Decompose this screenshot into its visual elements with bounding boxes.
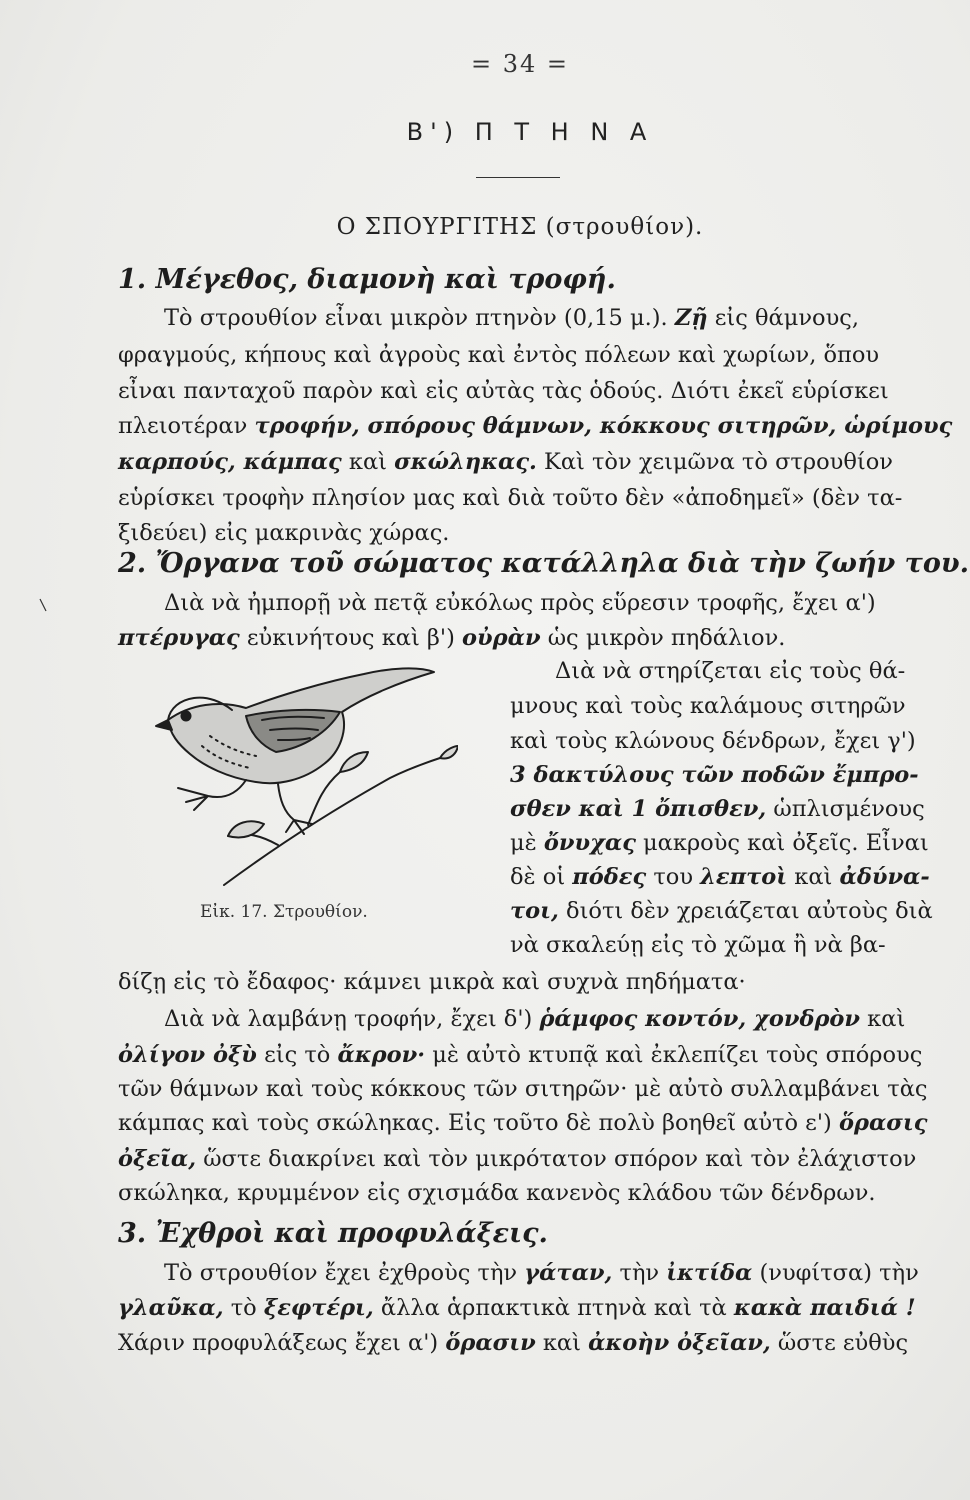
text-line: 3 δακτύλους τῶν ποδῶν ἔμπρο- [510,762,919,788]
text-line: φραγμούς, κήπους καὶ ἀγροὺς καὶ ἐντὸς πόλεων καὶ χωρίων, ὅπου [118,342,880,368]
text-line: πλειοτέραν τροφήν, σπόρους θάμνων, κόκκους σιτηρῶν, ὡρίμους [118,413,953,439]
text-line: εὑρίσκει τροφὴν πλησίον μας καὶ διὰ τοῦτο δὲν «ἀποδημεῖ» (δὲν τα- [118,485,903,511]
text-line: Τὸ στρουθίον ἔχει ἐχθροὺς τὴν γάταν, τὴν ἰκτίδα (νυφίτσα) τὴν [164,1260,919,1286]
text-line: σθεν καὶ 1 ὄπισθεν, ὡπλισμένους [510,796,925,822]
text-line: δίζῃ εἰς τὸ ἔδαφος· κάμνει μικρὰ καὶ συχνὰ πηδήματα· [118,969,746,995]
text-line: Διὰ νὰ στηρίζεται εἰς τοὺς θά- [555,658,906,684]
heading-enemies-precautions: 3. Ἐχθροὶ καὶ προφυλάξεις. [118,1218,548,1249]
page-number: = 34 = [470,50,569,78]
text-line: πτέρυγας εὐκινήτους καὶ β') οὐρὰν ὡς μικρὸν πηδάλιον. [118,625,786,651]
text-line: εἶναι πανταχοῦ παρὸν καὶ εἰς αὐτὰς τὰς ὁδούς. Διότι ἐκεῖ εὑρίσκει [118,378,889,404]
text-line: ὀλίγον ὀξὺ εἰς τὸ ἄκρον· μὲ αὐτὸ κτυπᾷ καὶ ἐκλεπίζει τοὺς σπόρους [118,1042,923,1068]
text-line: καρπούς, κάμπας καὶ σκώληκας. Καὶ τὸν χειμῶνα τὸ στρουθίον [118,449,893,475]
heading-body-organs: 2. Ὄργανα τοῦ σώματος κατάλληλα διὰ τὴν ζωήν του. [118,548,969,579]
text-line: ξιδεύει) εἰς μακρινὰς χώρας. [118,520,450,546]
margin-mark [38,598,48,612]
text-line: σκώληκα, κρυμμένον εἰς σχισμάδα κανενὸς κλάδου τῶν δένδρων. [118,1180,876,1206]
text-line: καὶ τοὺς κλώνους δένδρων, ἔχει γ') [510,728,916,754]
text-line: μὲ ὄνυχας μακροὺς καὶ ὀξεῖς. Εἶναι [510,830,929,856]
text-line: Τὸ στρουθίον εἶναι μικρὸν πτηνὸν (0,15 μ.). Ζῇ εἰς θάμνους, [164,305,860,331]
section-title: Β') Π Τ Η Ν Α [406,118,654,146]
text-line: νὰ σκαλεύῃ εἰς τὸ χῶμα ἢ νὰ βα- [510,932,886,958]
text-line: Διὰ νὰ λαμβάνῃ τροφήν, ἔχει δ') ῥάμφος κοντόν, χονδρὸν καὶ [164,1006,906,1032]
heading-size-habitat-food: 1. Μέγεθος, διαμονὴ καὶ τροφή. [118,264,616,295]
chapter-title: Ο ΣΠΟΥΡΓΙΤΗΣ (στρουθίον). [336,214,704,240]
text-line: μνους καὶ τοὺς καλάμους σιτηρῶν [510,693,906,719]
text-line: τοι, διότι δὲν χρειάζεται αὐτοὺς διὰ [510,898,933,924]
text-line: Διὰ νὰ ἠμπορῇ νὰ πετᾷ εὐκόλως πρὸς εὕρεσιν τροφῆς, ἔχει α') [164,590,876,616]
text-line: τῶν θάμνων καὶ τοὺς κόκκους τῶν σιτηρῶν· μὲ αὐτὸ συλλαμβάνει τὰς [118,1076,928,1102]
text-line: ὀξεῖα, ὥστε διακρίνει καὶ τὸν μικρότατον σπόρον καὶ τὸν ἐλάχιστον [118,1146,917,1172]
text-line: Χάριν προφυλάξεως ἔχει α') ὅρασιν καὶ ἀκοὴν ὀξεῖαν, ὥστε εὐθὺς [118,1330,909,1356]
text-line: γλαῦκα, τὸ ξεφτέρι, ἄλλα ἁρπακτικὰ πτηνὰ καὶ τὰ κακὰ παιδιά ! [118,1295,916,1321]
text-line: κάμπας καὶ τοὺς σκώληκας. Εἰς τοῦτο δὲ πολὺ βοηθεῖ αὐτὸ ε') ὅρασις [118,1110,928,1136]
sparrow-illustration [128,660,458,890]
text-line: δὲ οἱ πόδες του λεπτοὶ καὶ ἀδύνα- [510,864,930,890]
title-divider [476,177,560,178]
figure-caption: Εἰκ. 17. Στρουθίον. [200,902,368,922]
